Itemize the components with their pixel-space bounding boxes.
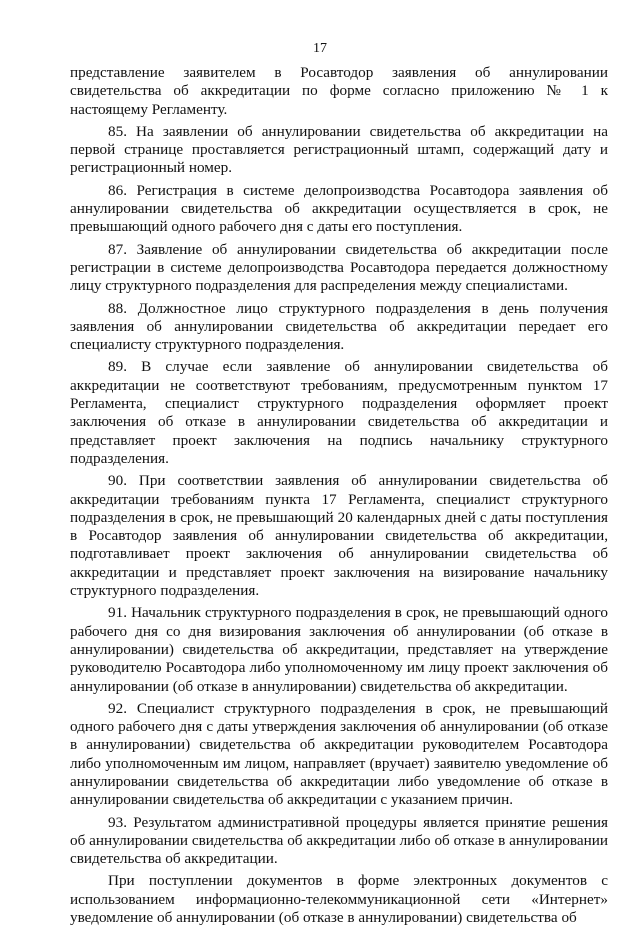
paragraph-92: 92. Специалист структурного подразделения в срок, не превышающий одного рабочего дня с даты утверждения заключения об аннулировании (об отказе в аннулировании) свидетельства об аккредитации руководителем Росавтодора либо уполномоченным им лицом, направляет (вручает) заявителю уведомление об аннулировании свидетельства об аккредитации либо уведомление об отказе в аннулировании свидетельства об аккредитации с указанием причин. [70, 699, 608, 809]
paragraph-93: 93. Результатом административной процедуры является принятие решения об аннулировании свидетельства об аккредитации либо об отказе в аннулировании свидетельства об аккредитации. [70, 813, 608, 868]
paragraph-90: 90. При соответствии заявления об аннулировании свидетельства об аккредитации требованиям пункта 17 Регламента, специалист структурного подразделения в срок, не превышающий 20 календарных дней с даты поступления в Росавтодор заявления об аннулировании свидетельства об аккредитации, подготавливает проект заключения об аннулировании свидетельства об аккредитации и представляет проект заключения на визирование начальнику структурного подразделения. [70, 472, 608, 600]
paragraph-electronic-documents: При поступлении документов в форме электронных документов с использованием информационно-телекоммуникационной сети «Интернет» уведомление об аннулировании (об отказе в аннулировании) свидетельства об [70, 872, 608, 927]
paragraph-91: 91. Начальник структурного подразделения в срок, не превышающий одного рабочего дня со дня визирования заключения об аннулировании (об отказе в аннулировании) свидетельства об аккредитации, представляет на утверждение руководителю Росавтодора либо уполномоченному им лицу проект заключения об аннулировании (об отказе в аннулировании) свидетельства об аккредитации. [70, 604, 608, 695]
paragraph-86: 86. Регистрация в системе делопроизводства Росавтодора заявления об аннулировании свидетельства об аккредитации осуществляется в срок, не превышающий одного рабочего дня с даты его поступления. [70, 181, 608, 236]
paragraph-89: 89. В случае если заявление об аннулировании свидетельства об аккредитации не соответствуют требованиям, предусмотренным пунктом 17 Регламента, специалист структурного подразделения оформляет проект заключения об отказе в аннулировании свидетельства об аккредитации и представляет проект заключения на подпись начальнику структурного подразделения. [70, 358, 608, 467]
document-body [70, 64, 608, 931]
page-number: 17 [313, 41, 327, 56]
paragraph-85: 85. На заявлении об аннулировании свидетельства об аккредитации на первой странице проставляется регистрационный штамп, содержащий дату и регистрационный номер. [70, 122, 608, 177]
paragraph-continuation: представление заявителем в Росавтодор заявления об аннулировании свидетельства об аккредитации по форме согласно приложению № 1 к настоящему Регламенту. [70, 64, 608, 118]
paragraph-87: 87. Заявление об аннулировании свидетельства об аккредитации после регистрации в системе делопроизводства Росавтодора передается должностному лицу структурного подразделения для распределения между специалистами. [70, 240, 608, 295]
paragraph-88: 88. Должностное лицо структурного подразделения в день получения заявления об аннулировании свидетельства об аккредитации передает его специалисту структурного подразделения. [70, 299, 608, 354]
